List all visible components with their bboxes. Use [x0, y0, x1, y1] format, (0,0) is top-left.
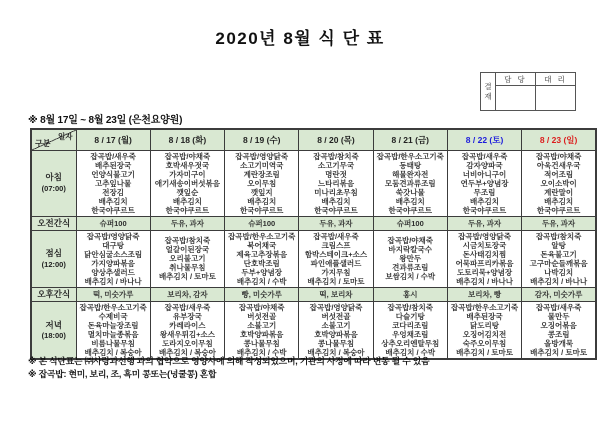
- menu-item: 잡곡밥/한우소고기죽: [79, 303, 147, 313]
- approval-stamp-label: 결재: [481, 73, 496, 111]
- menu-item: 취나물무침: [169, 263, 206, 273]
- menu-item: 우엉채조림: [392, 330, 429, 340]
- menu-item: 너비아니구이: [462, 169, 507, 179]
- menu-item: 가자미구이: [169, 169, 206, 179]
- menu-item: 두부+양념장: [241, 267, 282, 277]
- menu-item: 배추김치: [470, 196, 500, 206]
- menu-item: 미나리초무침: [314, 187, 358, 197]
- menu-item: 멸치마늘종볶음: [87, 330, 139, 340]
- menu-item: 배추김치: [544, 196, 574, 206]
- menu-item: 잡곡밥/영양닭죽: [235, 151, 289, 161]
- menu-item: 깻잎순: [176, 187, 199, 197]
- menu-item: 적어조림: [544, 169, 574, 179]
- menu-item: 함박스테이크+소스: [304, 249, 368, 259]
- date-header-3: 8 / 20 (목): [299, 129, 373, 150]
- lunch-cell-day0: [76, 230, 150, 287]
- dinner-cell-day1: [150, 302, 224, 360]
- menu-item: 잡곡밥/참치죽: [387, 303, 434, 313]
- menu-item: 보쌈김치 / 수박: [385, 272, 436, 282]
- pm-snack-cell-day0: 떡, 미숫가루: [76, 287, 150, 301]
- menu-item: 한국야쿠르트: [536, 205, 581, 215]
- menu-item: 잡곡밥/한우소고기죽: [228, 231, 296, 241]
- menu-item: 배추김치 / 복숭아: [158, 348, 216, 358]
- menu-item: 가지무침: [321, 267, 351, 277]
- menu-item: 배추김치 / 토마토: [530, 348, 588, 358]
- menu-item: 한국야쿠르트: [388, 205, 432, 215]
- am-snack-cell-day6: 두유, 과자: [522, 216, 596, 230]
- menu-item: 북어채국: [247, 240, 277, 250]
- menu-item: 잡곡밥/한우소고기죽: [450, 303, 519, 313]
- menu-item: 오징어볶음: [540, 321, 577, 331]
- menu-item: 코다리조림: [392, 321, 429, 331]
- menu-item: 배추김치: [321, 196, 351, 206]
- lunch-cell-day2: [225, 230, 299, 287]
- breakfast-cell-day6: [522, 150, 596, 216]
- breakfast-cell-day1: [150, 150, 224, 216]
- menu-item: 닭안심굴소스조림: [84, 249, 143, 259]
- menu-item: 한국야쿠르트: [462, 205, 507, 215]
- menu-item: 애기새송이버섯볶음: [154, 178, 221, 188]
- page-title: 2020년 8월 식 단 표: [215, 29, 385, 48]
- menu-item: 파인애플샐러드: [310, 258, 362, 268]
- menu-item: 계란말이: [544, 187, 574, 197]
- menu-item: 왕새우튀김+소스: [159, 330, 215, 340]
- menu-item: 어묵파프리카볶음: [455, 258, 514, 268]
- menu-item: 올방개묵: [544, 339, 574, 349]
- menu-item: 크림스프: [321, 240, 351, 250]
- row-label-dinner: 저녁 (18:00): [31, 302, 76, 360]
- menu-item: 호박양파볶음: [314, 330, 358, 340]
- dinner-cell-day5: [447, 302, 521, 360]
- footnote-line: ※ 잡곡밥: 현미, 보리, 조, 흑미 콩또는(넝쿨콩) 혼합: [28, 369, 217, 380]
- menu-item: 오징어김치전: [462, 330, 507, 340]
- menu-item: 고추잎나물: [95, 178, 132, 188]
- menu-item: 배추김치 / 수박: [236, 276, 287, 286]
- date-header-5: 8 / 22 (토): [447, 129, 521, 150]
- menu-item: 배추된장국: [466, 312, 503, 322]
- am-snack-cell-day2: 슈퍼100: [225, 216, 299, 230]
- menu-item: 잡곡밥/새우죽: [535, 303, 582, 313]
- row-dinner: [31, 302, 596, 360]
- menu-item: 배추김치: [172, 196, 202, 206]
- row-pm-snack: [31, 287, 596, 301]
- date-header-0: 8 / 17 (월): [76, 129, 150, 150]
- menu-item: 얼갈이된장국: [165, 245, 210, 255]
- menu-item: 소불고기: [247, 321, 277, 331]
- menu-item: 아욱건새우국: [536, 160, 581, 170]
- breakfast-cell-day2: [225, 150, 299, 216]
- menu-item: 버섯전골: [321, 312, 351, 322]
- menu-item: 다슬기탕: [395, 312, 425, 322]
- date-header-4: 8 / 21 (금): [373, 129, 447, 150]
- approval-column-daeri: 대 리: [536, 73, 576, 86]
- breakfast-cell-day0: [76, 150, 150, 216]
- menu-item: 배추김치 / 복숭아: [84, 348, 142, 358]
- menu-item: 시금치토장국: [462, 240, 507, 250]
- menu-item: 잡곡밥/영양닭죽: [458, 231, 511, 241]
- menu-item: 왕만두: [399, 254, 422, 264]
- menu-item: 잡곡밥/야채죽: [535, 151, 582, 161]
- menu-item: 나박김치: [544, 267, 574, 277]
- menu-item: 배추김치 / 토마토: [456, 348, 514, 358]
- menu-item: 명란젓: [325, 169, 347, 179]
- menu-item: 잡곡밥/야채죽: [238, 303, 285, 313]
- am-snack-cell-day3: 두유, 과자: [299, 216, 373, 230]
- menu-item: 잡곡밥/야채죽: [387, 236, 434, 246]
- menu-item: 모둠견과류조림: [384, 178, 436, 188]
- menu-item: 소불고기: [321, 321, 351, 331]
- menu-item: 배추김치: [98, 196, 128, 206]
- menu-item: 닭도리탕: [470, 321, 500, 331]
- menu-item: 오이소박이: [540, 178, 577, 188]
- menu-item: 숙주오이무침: [462, 339, 507, 349]
- menu-item: 잡곡밥/참치죽: [535, 231, 582, 241]
- menu-item: 콩나물무침: [317, 339, 355, 349]
- breakfast-cell-day4: [373, 150, 447, 216]
- pm-snack-cell-day4: 홍시: [373, 287, 447, 301]
- menu-item: 콩나물무침: [243, 339, 280, 349]
- pm-snack-cell-day6: 감자, 미숫가루: [522, 287, 596, 301]
- menu-item: 버섯전골: [247, 312, 277, 322]
- menu-item: 제육고추장볶음: [236, 249, 288, 259]
- menu-item: 잡곡밥/영양닭죽: [309, 303, 363, 313]
- menu-item: 소고기무국: [317, 160, 355, 170]
- meal-plan-table: [30, 128, 597, 360]
- menu-item: 물만두: [547, 312, 570, 322]
- menu-item: 가지양파볶음: [91, 258, 135, 268]
- menu-item: 한국야쿠르트: [239, 205, 284, 215]
- menu-item: 유부장국: [172, 312, 202, 322]
- footnote-line: ※ 본 식단표는 ㈜사랑과선행 과의 협약으로 영양사에 의해 작성되었으며, 기관의 사정에 따라 변동 될 수 있음: [28, 356, 430, 366]
- breakfast-cell-day3: [299, 150, 373, 216]
- menu-item: 배추김치 / 수박: [385, 348, 436, 358]
- menu-item: 잡곡밥/새우죽: [461, 151, 508, 161]
- menu-item: 배추김치: [247, 196, 277, 206]
- row-label-am-snack: 오전간식: [31, 216, 76, 230]
- menu-item: 동태탕: [399, 160, 422, 170]
- menu-item: 도토리묵+양념장: [456, 267, 513, 277]
- pm-snack-cell-day3: 떡, 보리차: [299, 287, 373, 301]
- pm-snack-cell-day5: 보리차, 빵: [447, 287, 521, 301]
- am-snack-cell-day0: 슈퍼100: [76, 216, 150, 230]
- menu-item: 잡곡밥/새우죽: [164, 303, 211, 313]
- approval-signature-cell: [496, 86, 536, 111]
- menu-item: 배추김치 / 바나나: [456, 276, 514, 286]
- approval-column-damdang: 담 당: [496, 73, 536, 86]
- menu-item: 한국야쿠르트: [91, 205, 135, 215]
- lunch-cell-day6: [522, 230, 596, 287]
- corner-label-date: 일자: [58, 132, 73, 141]
- menu-item: 도라지오이무침: [162, 339, 213, 349]
- lunch-cell-day1: [150, 230, 224, 287]
- menu-item: 전장김: [102, 187, 125, 197]
- menu-item: 고구마순들깨볶음: [529, 258, 588, 268]
- menu-item: 잡곡밥/야채죽: [164, 151, 211, 161]
- dinner-cell-day3: [299, 302, 373, 360]
- menu-item: 수제비국: [98, 312, 128, 322]
- corner-label-category: 구분: [35, 138, 51, 148]
- menu-item: 오이무침: [247, 178, 277, 188]
- menu-item: 상추오리엔탈무침: [381, 339, 440, 349]
- date-header-2: 8 / 19 (수): [225, 129, 299, 150]
- menu-item: 언양식불고기: [91, 169, 135, 179]
- table-header-row: [31, 129, 596, 150]
- menu-item: 견과류조림: [392, 263, 429, 273]
- lunch-cell-day3: [299, 230, 373, 287]
- am-snack-cell-day4: 슈퍼100: [373, 216, 447, 230]
- am-snack-cell-day1: 두유, 과자: [150, 216, 224, 230]
- menu-item: 쑥갓나물: [395, 187, 425, 197]
- row-breakfast: [31, 150, 596, 216]
- row-lunch: [31, 230, 596, 287]
- row-label-pm-snack: 오후간식: [31, 287, 76, 301]
- menu-item: 배추된장국: [95, 160, 132, 170]
- menu-item: 바지락칼국수: [388, 245, 432, 255]
- menu-item: 배추김치 / 복숭아: [307, 348, 365, 358]
- breakfast-cell-day5: [447, 150, 521, 216]
- row-label-breakfast: 아침 (07:00): [31, 150, 76, 216]
- dinner-cell-day2: [225, 302, 299, 360]
- menu-item: 깻잎지: [250, 187, 273, 197]
- menu-item: 오리불고기: [169, 254, 206, 264]
- dinner-cell-day4: [373, 302, 447, 360]
- menu-item: 무조림: [473, 187, 496, 197]
- dinner-cell-day0: [76, 302, 150, 360]
- dinner-cell-day6: [522, 302, 596, 360]
- menu-item: 양상추샐러드: [91, 267, 135, 277]
- date-header-6: 8 / 23 (일): [522, 129, 596, 150]
- menu-item: 알탕: [551, 240, 566, 250]
- menu-item: 카레라이스: [169, 321, 206, 331]
- menu-item: 배추김치 / 토마토: [158, 272, 216, 282]
- lunch-cell-day4: [373, 230, 447, 287]
- date-header-1: 8 / 18 (화): [150, 129, 224, 150]
- menu-item: 연두부+양념장: [460, 178, 509, 188]
- footnotes: [28, 355, 588, 381]
- menu-item: 비름나물무침: [91, 339, 135, 349]
- menu-item: 호박새우젓국: [165, 160, 210, 170]
- menu-item: 잡곡밥/영양닭죽: [86, 231, 140, 241]
- menu-item: 감자양파국: [466, 160, 503, 170]
- menu-item: 소고기미역국: [239, 160, 284, 170]
- row-label-lunch: 점심 (12:00): [31, 230, 76, 287]
- menu-item: 한국야쿠르트: [314, 205, 358, 215]
- menu-item: 돈육마늘장조림: [87, 321, 139, 331]
- menu-item: 잡곡밥/한우소고기죽: [376, 151, 444, 161]
- lunch-cell-day5: [447, 230, 521, 287]
- menu-item: 콩조림: [547, 330, 570, 340]
- pm-snack-cell-day1: 보리차, 감자: [150, 287, 224, 301]
- am-snack-cell-day5: 두유, 과자: [447, 216, 521, 230]
- menu-item: 잡곡밥/새우죽: [90, 151, 136, 161]
- menu-item: 단호박조림: [243, 258, 280, 268]
- menu-item: 호박양파볶음: [239, 330, 284, 340]
- week-range-label: ※ 8월 17일 ~ 8월 23일 (은천요양원): [28, 115, 183, 126]
- pm-snack-cell-day2: 빵, 미숫가루: [225, 287, 299, 301]
- approval-stamp-box: [480, 72, 576, 111]
- menu-item: 느타리볶음: [317, 178, 355, 188]
- menu-item: 잡곡밥/새우죽: [313, 231, 359, 241]
- menu-item: 배추김치 / 수박: [236, 348, 287, 358]
- menu-item: 해물완자전: [392, 169, 429, 179]
- approval-signature-cell: [536, 86, 576, 111]
- corner-cell: [31, 129, 76, 150]
- menu-item: 배추김치 / 바나나: [84, 276, 142, 286]
- menu-item: 계란장조림: [243, 169, 280, 179]
- menu-item: 배추김치: [395, 196, 425, 206]
- menu-item: 잡곡밥/참치죽: [164, 236, 211, 246]
- menu-item: 돈육불고기: [540, 249, 577, 259]
- menu-item: 배추김치 / 토마토: [307, 276, 365, 286]
- menu-item: 배추김치 / 바나나: [530, 276, 588, 286]
- menu-item: 한국야쿠르트: [165, 205, 210, 215]
- menu-item: 잡곡밥/참치죽: [313, 151, 359, 161]
- menu-item: 돈사태김치찜: [462, 249, 507, 259]
- menu-item: 대구탕: [102, 240, 125, 250]
- row-am-snack: [31, 216, 596, 230]
